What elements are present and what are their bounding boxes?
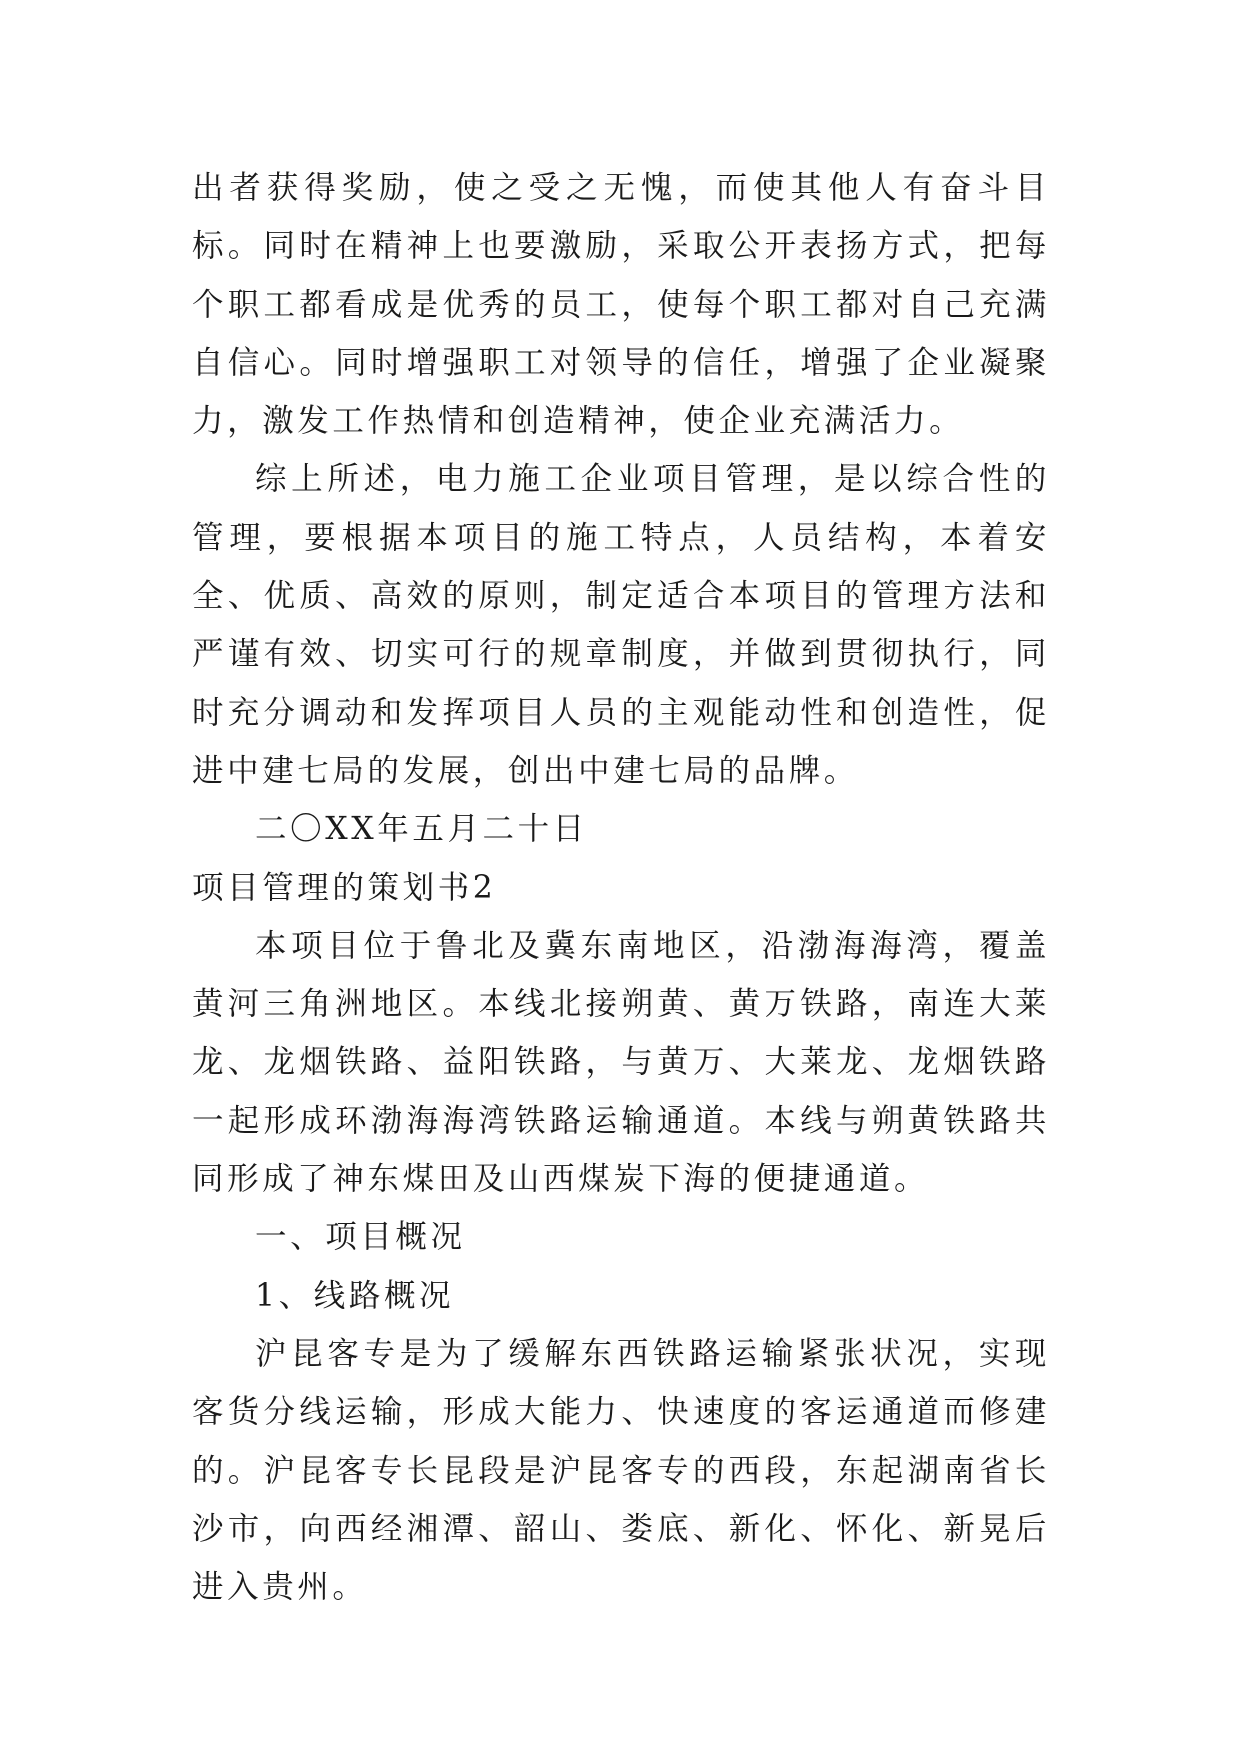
- paragraph-summary: 综上所述，电力施工企业项目管理，是以综合性的管理，要根据本项目的施工特点，人员结构，本着安全、优质、高效的原则，制定适合本项目的管理方法和严谨有效、切实可行的规章制度，并做到贯彻执行，同时充分调动和发挥项目人员的主观能动性和创造性，促进中建七局的发展，创出中建七局的品牌。: [192, 461, 1050, 789]
- paragraph-incentive-conclusion: 出者获得奖励，使之受之无愧，而使其他人有奋斗目标。同时在精神上也要激励，采取公开表扬方式，把每个职工都看成是优秀的员工，使每个职工都对自己充满自信心。同时增强职工对领导的信任，增强了企业凝聚力，激发工作热情和创造精神，使企业充满活力。: [192, 170, 1050, 440]
- heading-route-overview: 1、线路概况: [255, 1277, 455, 1314]
- heading-project-overview: 一、项目概况: [255, 1219, 466, 1256]
- paragraph-project-location: 本项目位于鲁北及冀东南地区，沿渤海海湾，覆盖黄河三角洲地区。本线北接朔黄、黄万铁路，南连大莱龙、龙烟铁路、益阳铁路，与黄万、大莱龙、龙烟铁路一起形成环渤海海湾铁路运输通道。本线与朔黄铁路共同形成了神东煤田及山西煤炭下海的便捷通道。: [192, 927, 1050, 1198]
- section-title: 项目管理的策划书2: [192, 869, 497, 906]
- document-body: [192, 159, 1050, 1616]
- document-date: 二〇XX年五月二十日: [255, 811, 588, 848]
- paragraph-route-description: 沪昆客专是为了缓解东西铁路运输紧张状况，实现客货分线运输，形成大能力、快速度的客运通道而修建的。沪昆客专长昆段是沪昆客专的西段，东起湖南省长沙市，向西经湘潭、韶山、娄底、新化、怀化、新晃后进入贵州。: [192, 1335, 1050, 1606]
